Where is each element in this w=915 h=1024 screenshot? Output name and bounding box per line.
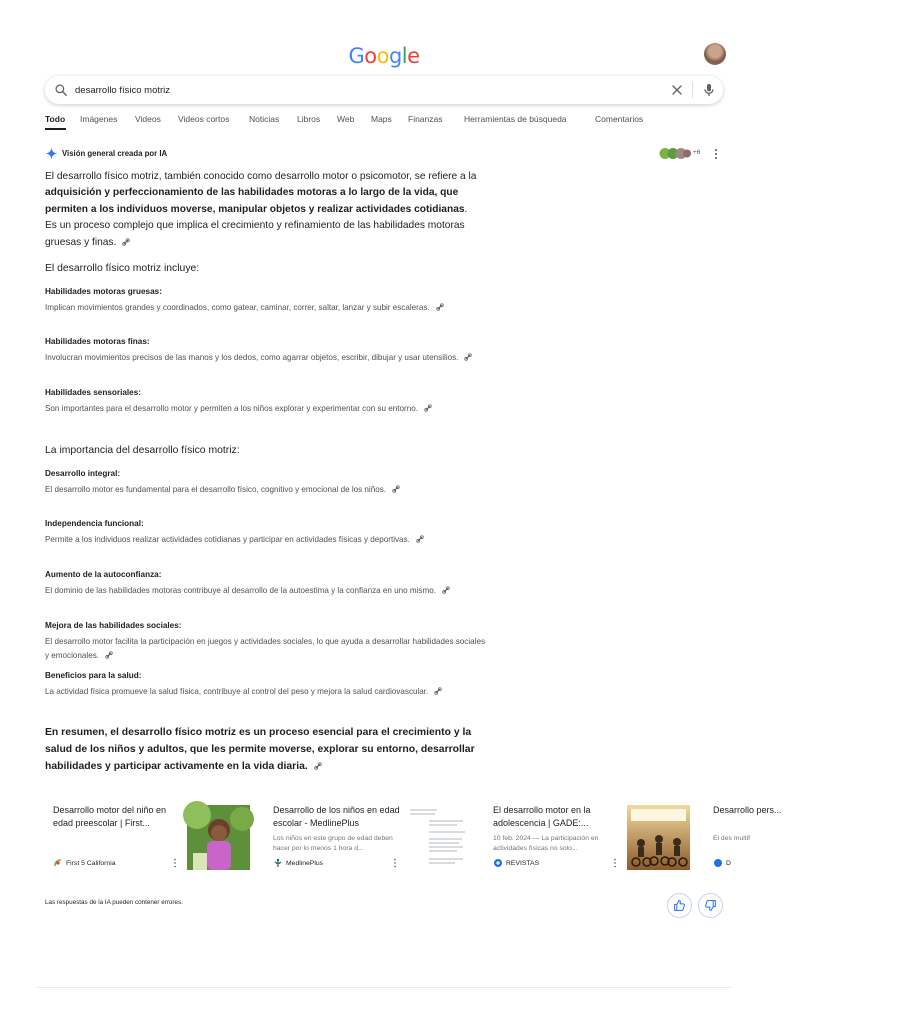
more-sources-count[interactable]: +6 xyxy=(693,149,701,156)
search-bar xyxy=(45,76,723,104)
search-icon xyxy=(54,83,68,97)
item-title: Mejora de las habilidades sociales: xyxy=(45,621,182,630)
card-title[interactable]: El desarrollo motor en la adolescencia | GADE:... xyxy=(493,805,591,828)
link-icon[interactable] xyxy=(122,238,130,246)
card-snippet: Los niños en este grupo de edad deben hacer por lo menos 1 hora d... xyxy=(273,835,393,853)
card-thumbnail-child-photo[interactable] xyxy=(187,805,250,870)
card-more-icon[interactable] xyxy=(172,858,178,868)
footer-divider xyxy=(35,987,733,988)
tab-comentarios[interactable]: Comentarios xyxy=(595,114,644,124)
tab-web[interactable]: Web xyxy=(337,114,355,124)
first5-favicon-icon xyxy=(53,858,63,868)
card-source: REVISTAS xyxy=(493,858,539,868)
ai-intro-paragraph xyxy=(45,169,482,251)
account-avatar[interactable] xyxy=(704,43,726,65)
ai-overview-label: Visión general creada por IA xyxy=(62,149,168,158)
item-title: Habilidades motoras gruesas: xyxy=(45,287,162,296)
link-icon[interactable] xyxy=(434,687,442,695)
item-title: Habilidades motoras finas: xyxy=(45,337,150,346)
card-thumbnail-document[interactable] xyxy=(407,805,470,870)
link-icon[interactable] xyxy=(392,485,400,493)
item-text: El desarrollo motor facilita la participación en juegos y actividades sociales, lo que ayuda a desarrollar habilidades sociales y emocionales. xyxy=(45,637,486,660)
item-title: Habilidades sensoriales: xyxy=(45,388,142,397)
item-text: Permite a los individuos realizar actividades cotidianas y participar en actividades físicas y deportivas. xyxy=(45,533,485,547)
more-options-icon[interactable] xyxy=(712,148,720,160)
link-icon[interactable] xyxy=(464,353,472,361)
item-title: Aumento de la autoconfianza: xyxy=(45,570,162,579)
intro-text-bold: adquisición y perfeccionamiento de las habilidades motoras a lo largo de la vida, que permiten a los individuos moverse, manipular objetos y realizar actividades cotidianas xyxy=(45,187,465,215)
tab-finanzas[interactable]: Finanzas xyxy=(408,114,443,124)
medlineplus-favicon-icon xyxy=(273,858,283,868)
active-tab-underline xyxy=(45,128,66,130)
tab-maps[interactable]: Maps xyxy=(371,114,392,124)
list-item xyxy=(45,569,485,598)
card-source: D xyxy=(713,858,731,868)
source-card[interactable] xyxy=(485,798,695,878)
microphone-icon[interactable] xyxy=(701,82,717,98)
list-item xyxy=(45,286,485,315)
tab-imagenes[interactable]: Imágenes xyxy=(80,114,118,124)
card-title[interactable]: Desarrollo de los niños en edad escolar - MedlinePlus xyxy=(273,805,400,828)
link-icon[interactable] xyxy=(424,404,432,412)
card-title[interactable]: Desarrollo motor del niño en edad preescolar | First... xyxy=(53,805,167,828)
search-divider xyxy=(692,82,693,98)
list-item xyxy=(45,336,485,365)
card-more-icon[interactable] xyxy=(392,858,398,868)
card-title[interactable]: Desarrollo pers... xyxy=(713,805,782,815)
intro-text-1: El desarrollo físico motriz, también conocido como desarrollo motor o psicomotor, se refiere a la xyxy=(45,171,477,182)
item-title: Desarrollo integral: xyxy=(45,469,121,478)
link-icon[interactable] xyxy=(436,303,444,311)
source-card[interactable] xyxy=(705,798,915,878)
ai-disclaimer: Las respuestas de la IA pueden contener errores. xyxy=(45,899,183,906)
clear-icon[interactable] xyxy=(669,82,685,98)
source-cards-carousel xyxy=(45,798,782,878)
google-logo[interactable]: Google xyxy=(348,44,420,68)
section-title-incluye: El desarrollo físico motriz incluye: xyxy=(45,263,200,274)
intro-text-2: . Es un proceso complejo que implica el crecimiento y refinamiento de las habilidades motoras gruesas y finas. xyxy=(45,203,468,248)
revistas-favicon-icon xyxy=(493,858,503,868)
section-title-importancia: La importancia del desarrollo físico motriz: xyxy=(45,445,240,456)
source-favicon-icon xyxy=(713,858,723,868)
tab-videos-cortos[interactable]: Videos cortos xyxy=(178,114,230,124)
thumbs-up-button[interactable] xyxy=(667,893,692,918)
list-item xyxy=(45,518,485,547)
item-text: El desarrollo motor es fundamental para el desarrollo físico, cognitivo y emocional de los niños. xyxy=(45,483,485,497)
link-icon[interactable] xyxy=(105,651,113,659)
tab-videos[interactable]: Videos xyxy=(135,114,161,124)
source-card[interactable] xyxy=(45,798,255,878)
card-more-icon[interactable] xyxy=(612,858,618,868)
list-item xyxy=(45,670,485,699)
tab-herramientas[interactable]: Herramientas de búsqueda xyxy=(464,114,567,124)
thumbs-up-icon xyxy=(673,899,686,912)
item-text: Implican movimientos grandes y coordinados, como gatear, caminar, correr, saltar, lanzar y subir escaleras. xyxy=(45,301,485,315)
ai-summary: En resumen, el desarrollo físico motriz es un proceso esencial para el crecimiento y la salud de los niños y adultos, que les permite moverse, explorar su entorno, desarrollar habilidades y participar activamente en la vida diaria. xyxy=(45,727,475,772)
list-item xyxy=(45,468,485,497)
source-favicons[interactable] xyxy=(659,147,691,160)
link-icon[interactable] xyxy=(416,535,424,543)
item-text: La actividad física promueve la salud física, contribuye al control del peso y mejora la salud cardiovascular. xyxy=(45,685,485,699)
item-text: El dominio de las habilidades motoras contribuye al desarrollo de la autoestima y la confianza en uno mismo. xyxy=(45,584,485,598)
list-item xyxy=(45,387,485,416)
tab-todo[interactable]: Todo xyxy=(45,114,66,124)
item-text: Involucran movimientos precisos de las manos y los dedos, como agarrar objetos, escribir, dibujar y usar utensilios. xyxy=(45,351,485,365)
item-title: Beneficios para la salud: xyxy=(45,671,142,680)
ai-overview-header xyxy=(45,147,167,160)
tab-noticias[interactable]: Noticias xyxy=(249,114,280,124)
card-source: First 5 California xyxy=(53,858,115,868)
tab-libros[interactable]: Libros xyxy=(297,114,321,124)
list-item xyxy=(45,620,485,662)
item-text: Son importantes para el desarrollo motor y permiten a los niños explorar y experimentar con su entorno. xyxy=(45,402,485,416)
source-card[interactable] xyxy=(265,798,475,878)
thumbs-down-button[interactable] xyxy=(698,893,723,918)
link-icon[interactable] xyxy=(442,586,450,594)
link-icon[interactable] xyxy=(314,762,322,770)
thumbs-down-icon xyxy=(704,899,717,912)
card-source: MedlinePlus xyxy=(273,858,323,868)
ai-sparkle-icon xyxy=(45,147,58,160)
card-thumbnail-cyclists[interactable] xyxy=(627,805,690,870)
item-title: Independencia funcional: xyxy=(45,519,144,528)
card-snippet: El des multif xyxy=(713,835,751,842)
search-input[interactable] xyxy=(75,76,635,104)
card-snippet: 10 feb. 2024 — La participación en actividades físicas no solo... xyxy=(493,835,599,853)
